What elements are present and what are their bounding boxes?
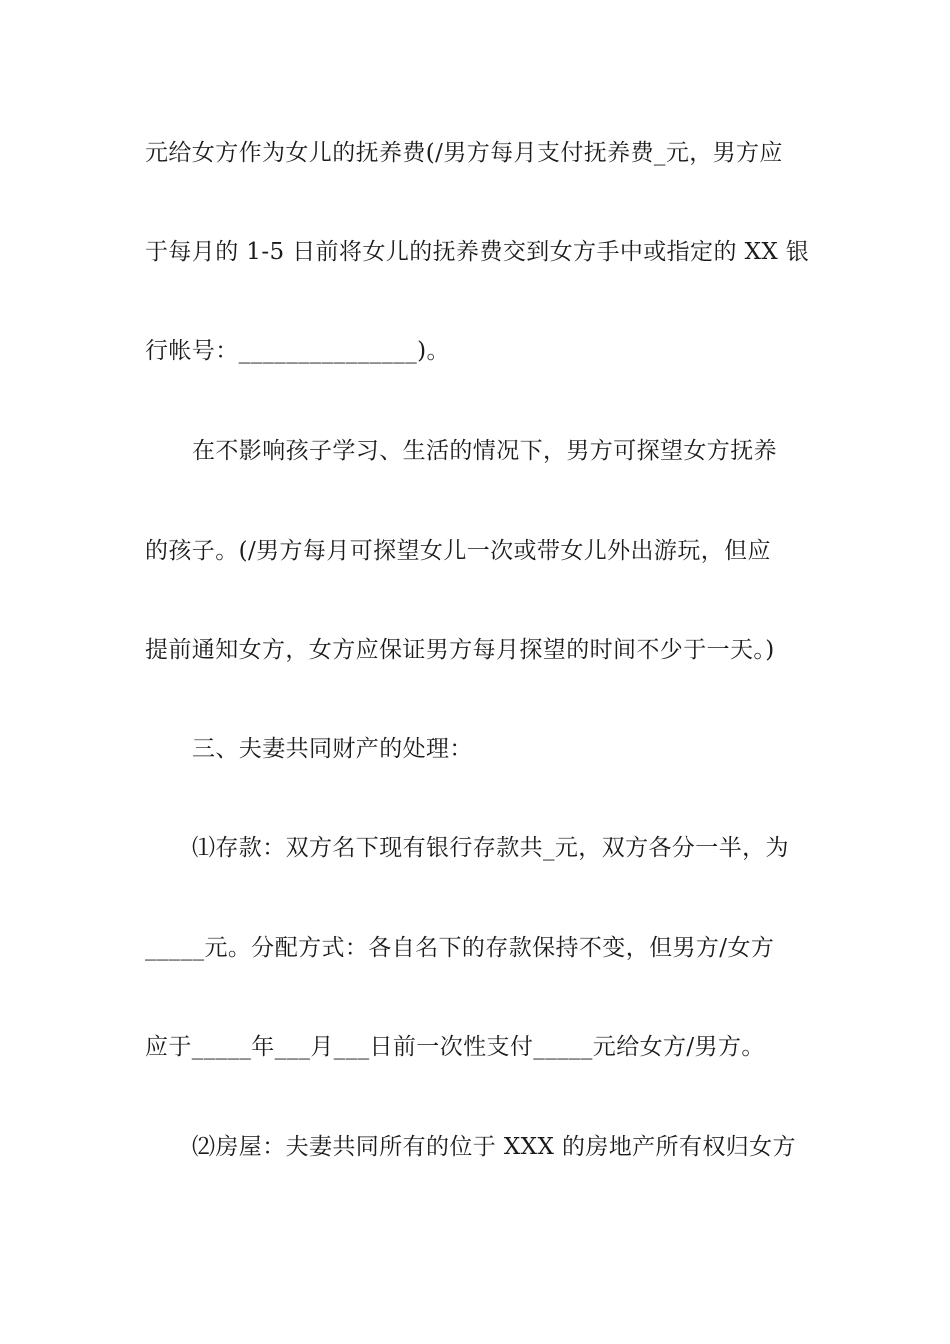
paragraph-line: 提前通知女方，女方应保证男方每月探望的时间不少于一天。) [145, 637, 775, 663]
paragraph-line: 应于_____年___月___日前一次性支付_____元给女方/男方。 [145, 1034, 765, 1060]
paragraph-line: 行帐号：_______________)。 [145, 338, 450, 364]
paragraph-line: 的孩子。(/男方每月可探望女儿一次或带女儿外出游玩，但应 [145, 538, 771, 564]
paragraph-line: ⑴存款：双方名下现有银行存款共_元，双方各分一半，为 [192, 835, 789, 861]
paragraph-line: 元给女方作为女儿的抚养费(/男方每月支付抚养费_元，男方应 [145, 140, 783, 166]
paragraph-line: _____元。分配方式：各自名下的存款保持不变，但男方/女方 [145, 935, 775, 961]
paragraph-line: 在不影响孩子学习、生活的情况下，男方可探望女方抚养 [192, 438, 777, 464]
paragraph-line: 于每月的 1-5 日前将女儿的抚养费交到女方手中或指定的 XX 银 [145, 239, 810, 265]
paragraph-line: ⑵房屋：夫妻共同所有的位于 XXX 的房地产所有权归女方 [192, 1134, 796, 1160]
section-heading: 三、夫妻共同财产的处理： [192, 736, 473, 762]
